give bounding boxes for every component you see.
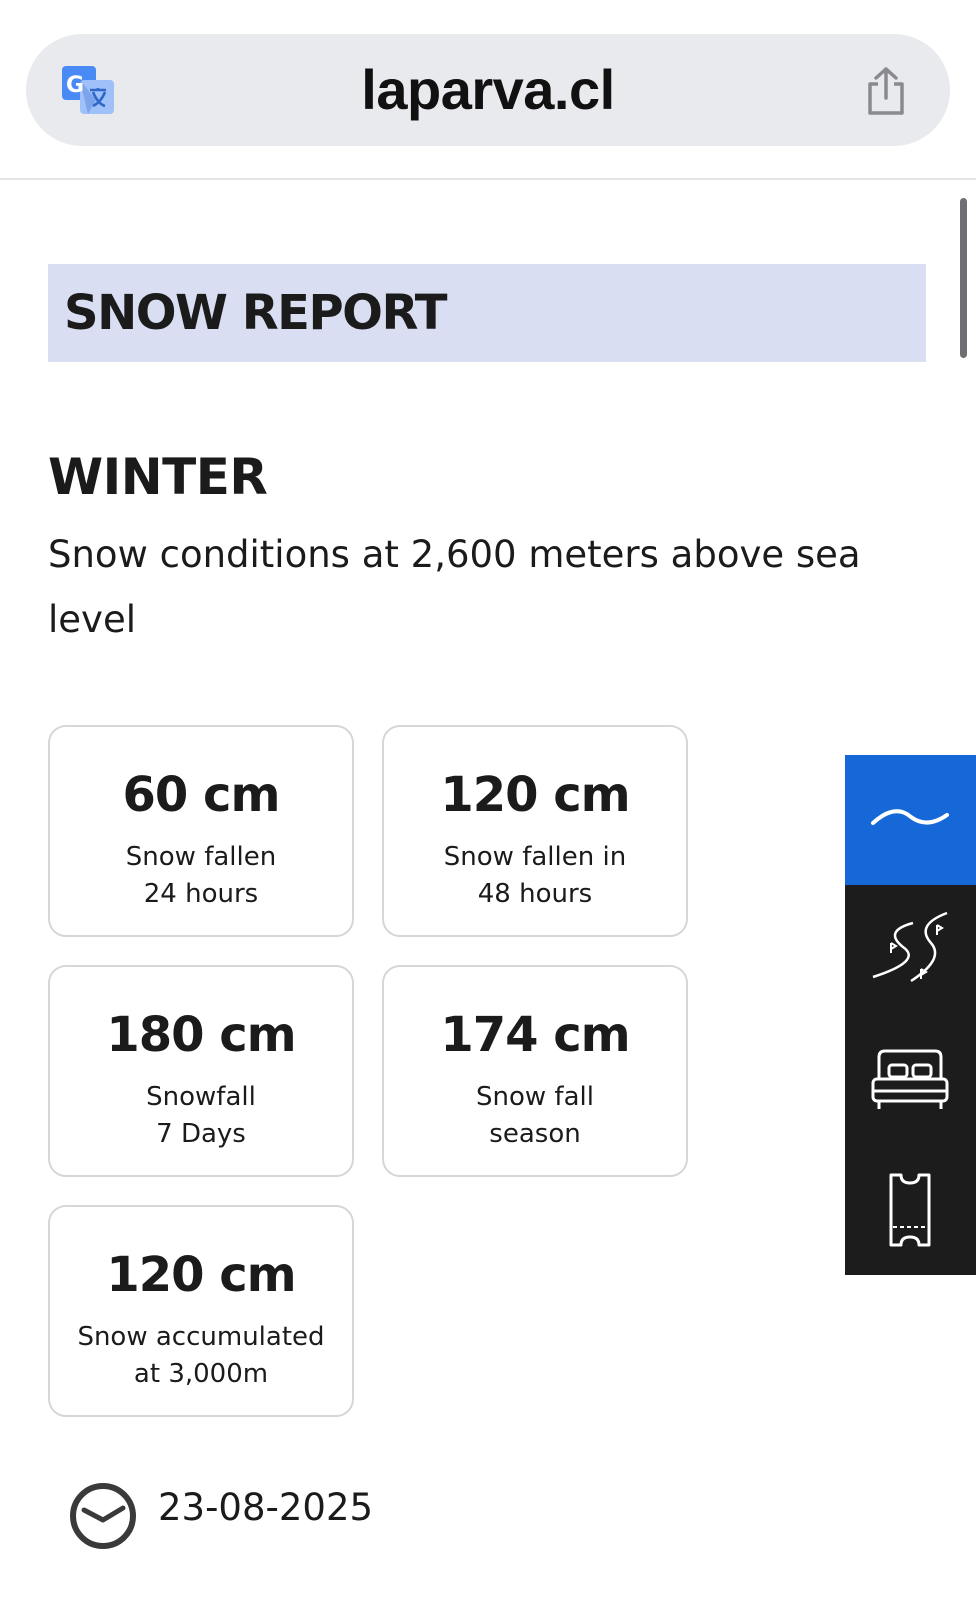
stat-card-7days [48, 965, 354, 1177]
stat-value: 60 cm [122, 767, 280, 823]
bed-icon [865, 1035, 955, 1125]
floating-sidebar [845, 755, 976, 1275]
slopes-button[interactable] [845, 885, 976, 1015]
ticket-icon [865, 1165, 955, 1255]
svg-text:G: G [66, 73, 85, 98]
section-banner [48, 264, 926, 362]
share-icon[interactable] [864, 66, 908, 116]
scrollbar[interactable] [960, 198, 967, 358]
url-text[interactable]: laparva.cl [361, 58, 615, 121]
browser-toolbar [0, 0, 976, 180]
clock-icon [68, 1480, 138, 1550]
stat-value: 180 cm [106, 1007, 296, 1063]
stat-card-48h [382, 725, 688, 937]
page-title: SNOW REPORT [64, 285, 446, 341]
stat-label: Snow fallen in 48 hours [443, 842, 627, 909]
ski-slopes-icon [865, 905, 955, 995]
stat-label: Snow fall season [476, 1082, 594, 1149]
stat-label: Snow accumulated at 3,000m [77, 1322, 325, 1389]
stat-value: 174 cm [440, 1007, 630, 1063]
tickets-button[interactable] [845, 1145, 976, 1275]
snow-wave-icon [865, 775, 955, 865]
stat-card-accumulated [48, 1205, 354, 1417]
stat-value: 120 cm [106, 1247, 296, 1303]
stat-value: 120 cm [440, 767, 630, 823]
address-bar[interactable] [26, 34, 950, 146]
stat-label: Snowfall 7 Days [146, 1082, 256, 1149]
stat-card-24h [48, 725, 354, 937]
stat-label: Snow fallen 24 hours [125, 842, 277, 909]
season-title: WINTER [48, 448, 268, 506]
lodging-button[interactable] [845, 1015, 976, 1145]
stat-card-season [382, 965, 688, 1177]
snow-report-button[interactable] [845, 755, 976, 885]
update-date: 23-08-2025 [158, 1486, 374, 1529]
conditions-text: Snow conditions at 2,600 meters above sea level [48, 533, 861, 641]
